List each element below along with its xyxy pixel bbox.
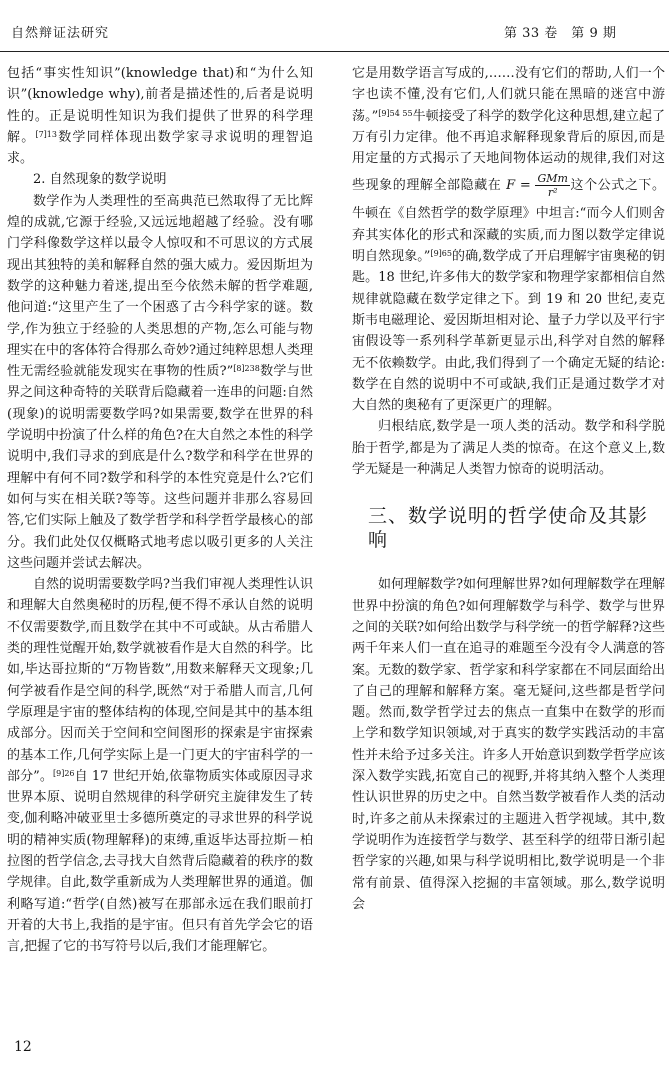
formula-fraction <box>535 172 569 199</box>
header-rule <box>0 51 669 52</box>
paragraph-text: 牛顿接受了科学的数学化这种思想,建立起了万有引力定律。他不再追求解释现象背后的原因,而是用定量的方式揭示了天地间物体运动的规律,我们对这些现象的理解全部隐藏在 <box>352 108 666 194</box>
formula-lhs: F = <box>506 178 531 194</box>
paragraph <box>7 63 313 169</box>
paragraph: 归根结底,数学是一项人类的活动。数学和科学脱胎于哲学,都是为了满足人类的惊奇。在这个意义上,数学无疑是一种满足人类智力惊奇的说明活动。 <box>352 419 665 478</box>
paragraph-text: 的确,数学成了开启理解宇宙奥秘的钥匙。18 世纪,许多伟大的数学家和物理学家都相信自然规律就隐藏在数学定律之下。到 19 和 20 世纪,麦克斯韦电磁理论、爱因斯坦相对论、量子力学以及平行宇宙假设等一系列科学革新更显示出,科学对自然的解释无不依赖数学。由此,我们得到了一个确定无疑的结论:数学在自然的说明中不可或缺,我们正是通过数学才对大自然的奥秘有了更深更广的理解。 <box>352 249 665 414</box>
subsection-heading: 2. 自然现象的数学说明 <box>33 172 167 188</box>
page-number: 12 <box>14 1039 32 1055</box>
paragraph-text: 数学作为人类理性的至高典范已然取得了无比辉煌的成就,它源于经验,又远远地超越了经验。没有哪门学科像数学这样以最令人惊叹和不可思议的方式展现出其独特的美和解释自然的强大威力。爱因斯坦为数学的这种魅力着迷,提出至今依然未解的哲学难题,他问道:“这里产生了一个困惑了古今科学家的谜。数学,作为独立于经验的人类思想的产物,怎么可能与物理实在中的客体符合得那么奇妙?通过纯粹思想人类理性无需经验就能发现实在事物的性质?” <box>7 193 313 380</box>
paragraph-text: 自然的说明需要数学吗?当我们审视人类理性认识和理解大自然奥秘时的历程,便不得不承认自然的说明不仅需要数学,而且数学在其中不可或缺。从古希腊人类的理性觉醒开始,数学就被看作是大自然的科学。比如,毕达哥拉斯的“万物皆数”,用数来解释天文现象;几何学被看作是空间的科学,既然“对于希腊人而言,几何学原理是宇宙的整体结构的体现,空间是其中的基本组成部分。因而关于空间和空间图形的探索是宇宙探索的基本工作,几何学实际上是一门更大的宇宙科学的一部分”。 <box>7 577 313 784</box>
citation: [7]13 <box>35 129 57 139</box>
citation: [8]238 <box>233 364 260 374</box>
paragraph-text: 这个公式之下。牛顿在《自然哲学的数学原理》中坦言:“而今人们则舍弃其实体化的形式和深藏的实质,而力图以数学定律说明自然现象。” <box>352 178 665 265</box>
paragraph-text: 数学与世界之间这种奇特的关联背后隐藏着一连串的问题:自然(现象)的说明需要数学吗?如果需要,数学在世界的科学说明中扮演了什么样的角色?在大自然之本性的科学说明中,我们寻求的到底是什么?数学和科学在世界的理解中有何不同?数学和科学的本性究竟是什么?它们如何与实在相关联?等等。这些问题并非那么容易回答,它们实际上触及了数学哲学和科学哲学最核心的部分。我们此处仅仅概略式地考虑以吸引更多的人关注这些问题并尝试去解决。 <box>7 364 313 571</box>
left-column <box>7 63 313 957</box>
right-column <box>352 63 665 915</box>
paragraph-text: 它是用数学语言写成的,……没有它们的帮助,人们一个字也读不懂,没有它们,人们就只能在黑暗的迷宫中游荡。” <box>352 66 665 124</box>
paragraph-text: 数学同样体现出数学家寻求说明的理智追求。 <box>7 129 313 167</box>
journal-title: 自然辩证法研究 <box>11 26 110 41</box>
section-heading: 三、数学说明的哲学使命及其影响 <box>368 505 649 552</box>
formula-denominator: r² <box>547 186 558 200</box>
paragraph-text: 包括“事实性知识”(knowledge that)和“为什么知识”(knowledge why),前者是描述性的,后者是说明性的。正是说明性知识为我们提供了世界的科学理解。 <box>7 66 313 145</box>
citation: [9]26 <box>52 768 75 778</box>
paragraph: 如何理解数学?如何理解世界?如何理解数学在理解世界中扮演的角色?如何理解数学与科学、数学与世界之间的关联?如何给出数学与科学统一的哲学解释?这些两千年来人们一直在追寻的难题至今没有令人满意的答案。无数的数学家、哲学家和科学家都在不同层面给出了自己的理解和解释方案。毫无疑问,这些都是哲学问题。然而,数学哲学过去的焦点一直集中在数学的形而上学和数学知识领域,对于真实的数学实践活动的丰富性并未给予过多关注。许多人开始意识到数学哲学应该深入数学实践,拓宽自己的视野,并将其纳入整个人类理性认识世界的历史之中。自然当数学被看作人类的活动时,许多之前从未探索过的主题进入哲学视域。其中,数学说明作为连接哲学与数学、甚至科学的纽带日渐引起哲学家的兴趣,如果与科学说明相比,数学说明是一个非常有前景、值得深入挖掘的丰富领域。那么,数学说明会 <box>352 577 665 912</box>
citation: [9]65 <box>430 249 452 259</box>
paragraph-text: 自 17 世纪开始,依靠物质实体或原因寻求世界本原、说明自然规律的科学研究主旋律发生了转变,伽利略冲破亚里士多德所奠定的寻求世界的科学说明的精神实质(物理解释)的束缚,重返毕达哥拉斯－柏拉图的哲学信念,去寻找大自然背后隐藏着的秩序的数学规律。自此,数学重新成为人类理解世界的通道。伽利略写道:“哲学(自然)被写在那部永远在我们眼前打开着的大书上,我指的是宇宙。但只有首先学会它的语言,把握了它的书写符号以后,我们才能理解它。 <box>7 768 313 955</box>
paragraph <box>352 63 665 416</box>
gravity-formula <box>501 172 570 200</box>
formula-numerator: GMm <box>537 172 568 186</box>
running-header <box>0 0 669 56</box>
issue-info: 第 33 卷 第 9 期 <box>504 26 617 41</box>
citation: [9]54 55 <box>378 108 413 118</box>
paragraph <box>7 191 313 574</box>
paragraph <box>7 574 313 957</box>
